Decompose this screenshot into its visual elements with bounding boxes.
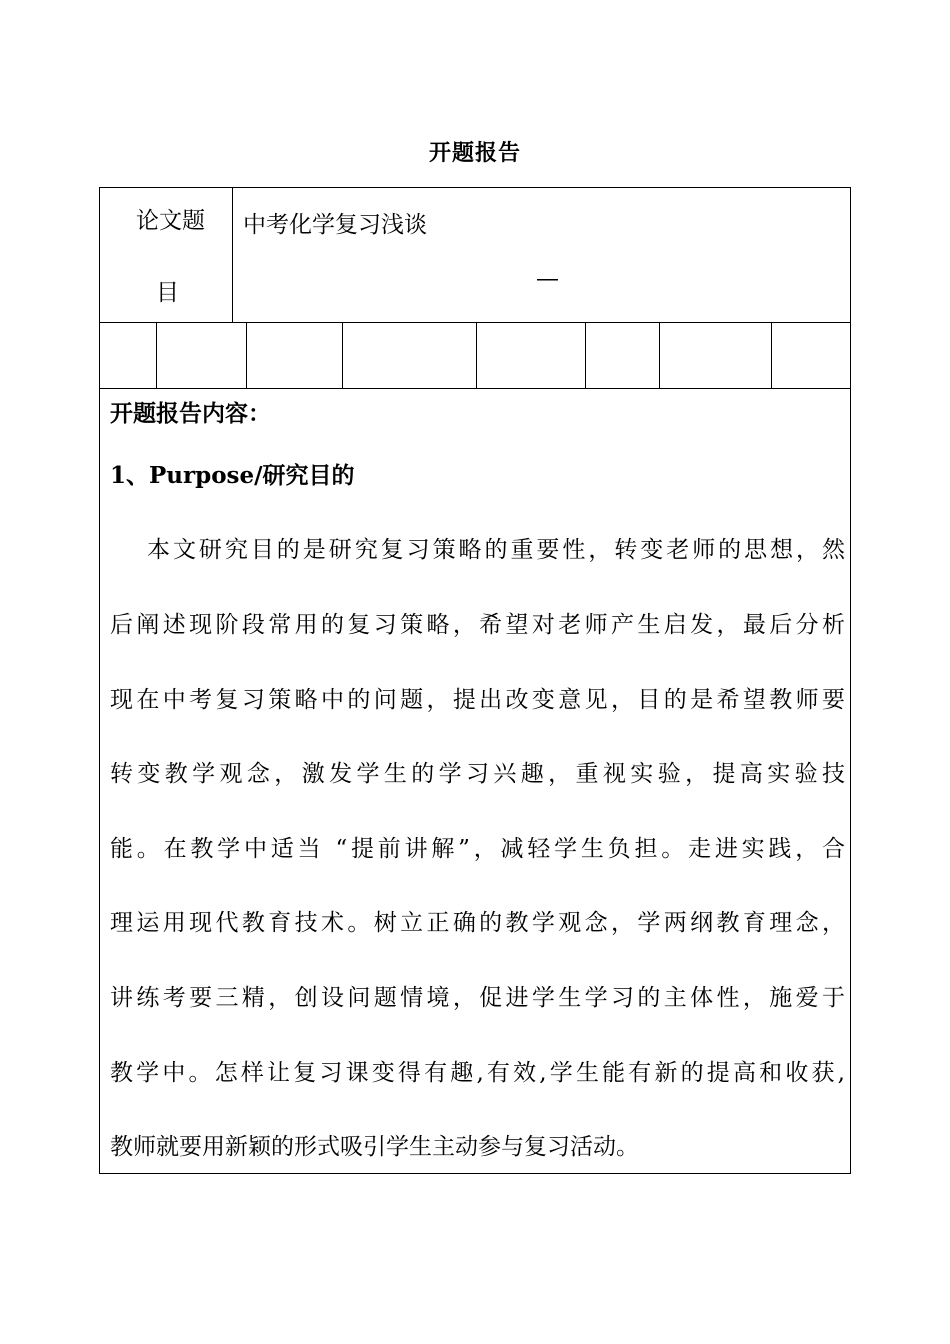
column-divider (771, 322, 772, 388)
paragraph-line: 转变教学观念，激发学生的学习兴趣，重视实验，提高实验技 (110, 761, 845, 787)
column-divider (246, 322, 247, 388)
column-divider (232, 188, 233, 322)
topic-value: 中考化学复习浅谈 (243, 212, 427, 238)
column-divider (342, 322, 343, 388)
paragraph-line: 讲练考要三精，创设问题情境，促进学生学习的主体性，施爱于 (110, 985, 845, 1011)
topic-label-continued: 目 (156, 280, 179, 306)
paragraph-line: 教师就要用新颖的形式吸引学生主动参与复习活动。 (110, 1134, 639, 1160)
paragraph-line: 教学中。怎样让复习课变得有趣,有效,学生能有新的提高和收获, (110, 1060, 845, 1086)
row-divider (100, 388, 850, 389)
column-divider (585, 322, 586, 388)
row-divider (100, 322, 850, 323)
section-heading-purpose: 1、Purpose/研究目的 (110, 462, 355, 489)
paragraph-line: 现在中考复习策略中的问题，提出改变意见，目的是希望教师要 (110, 687, 845, 713)
content-heading: 开题报告内容： (110, 400, 271, 427)
report-table (99, 187, 851, 1174)
column-divider (659, 322, 660, 388)
paragraph-line: 能。在教学中适当 “提前讲解”，减轻学生负担。走进实践，合 (110, 836, 845, 862)
paragraph-line: 后阐述现阶段常用的复习策略，希望对老师产生启发，最后分析 (110, 612, 845, 638)
column-divider (476, 322, 477, 388)
topic-dash: — (536, 266, 559, 292)
page-title: 开题报告 (428, 140, 521, 166)
paragraph-line: 理运用现代教育技术。树立正确的教学观念，学两纲教育理念， (110, 910, 845, 936)
paragraph-line: 本文研究目的是研究复习策略的重要性，转变老师的思想，然 (147, 537, 845, 563)
column-divider (156, 322, 157, 388)
topic-label-cell (100, 188, 232, 322)
topic-label: 论文题 (136, 208, 205, 234)
